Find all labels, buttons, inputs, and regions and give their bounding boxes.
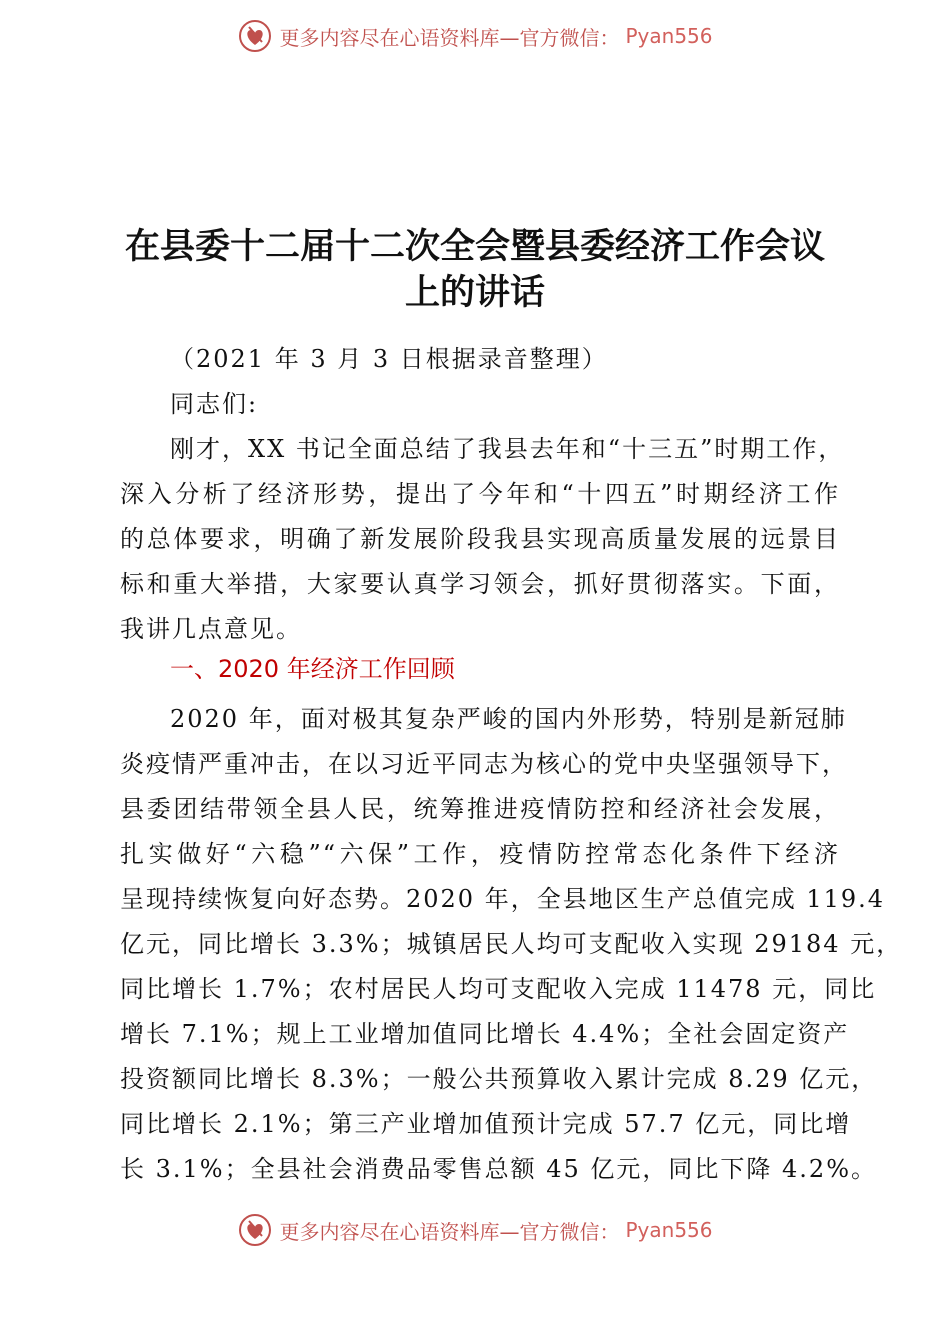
wechat-id: Pyan556 xyxy=(625,1218,713,1242)
section-line: 长 3.1%；全县社会消费品零售总额 45 亿元，同比下降 4.2%。 xyxy=(120,1155,877,1183)
heart-logo-icon xyxy=(237,18,273,54)
intro-line: 刚才，XX 书记全面总结了我县去年和“十三五”时期工作， xyxy=(170,435,845,463)
section-line: 同比增长 1.7%；农村居民人均可支配收入完成 11478 元，同比 xyxy=(120,975,877,1003)
intro-line: 深入分析了经济形势，提出了今年和“十四五”时期经济工作 xyxy=(120,480,840,508)
title-line-2: 上的讲话 xyxy=(404,273,545,313)
subtitle: （2021 年 3 月 3 日根据录音整理） xyxy=(170,345,608,373)
title-line-1: 在县委十二届十二次全会暨县委经济工作会议 xyxy=(124,227,825,267)
section-line: 炎疫情严重冲击，在以习近平同志为核心的党中央坚强领导下， xyxy=(120,750,848,778)
heart-logo-icon xyxy=(237,1212,273,1248)
section-heading: 一、2020 年经济工作回顾 xyxy=(170,655,455,683)
section-line: 县委团结带领全县人民，统筹推进疫情防控和经济社会发展， xyxy=(120,795,840,823)
section-line: 扎实做好“六稳”“六保”工作，疫情防控常态化条件下经济 xyxy=(120,840,840,868)
intro-line: 的总体要求，明确了新发展阶段我县实现高质量发展的远景目 xyxy=(120,525,840,553)
section-line: 投资额同比增长 8.3%；一般公共预算收入累计完成 8.29 亿元， xyxy=(120,1065,878,1093)
wechat-id: Pyan556 xyxy=(625,24,713,48)
watermark-text: 更多内容尽在心语资料库—官方微信： xyxy=(279,25,620,50)
greeting: 同志们: xyxy=(170,390,259,418)
intro-line: 标和重大举措，大家要认真学习领会，抓好贯彻落实。下面， xyxy=(120,570,840,598)
watermark-banner-bottom xyxy=(0,1208,950,1252)
intro-line: 我讲几点意见。 xyxy=(120,615,302,643)
watermark-text: 更多内容尽在心语资料库—官方微信： xyxy=(279,1219,620,1244)
watermark-banner-top xyxy=(0,14,950,58)
document-title xyxy=(60,224,890,316)
section-line: 同比增长 2.1%；第三产业增加值预计完成 57.7 亿元，同比增 xyxy=(120,1110,852,1138)
section-line: 增长 7.1%；规上工业增加值同比增长 4.4%；全社会固定资产 xyxy=(120,1020,850,1048)
section-line: 2020 年，面对极其复杂严峻的国内外形势，特别是新冠肺 xyxy=(170,705,847,733)
section-line: 呈现持续恢复向好态势。2020 年，全县地区生产总值完成 119.4 xyxy=(120,885,886,913)
section-line: 亿元，同比增长 3.3%；城镇居民人均可支配收入实现 29184 元， xyxy=(120,930,903,958)
